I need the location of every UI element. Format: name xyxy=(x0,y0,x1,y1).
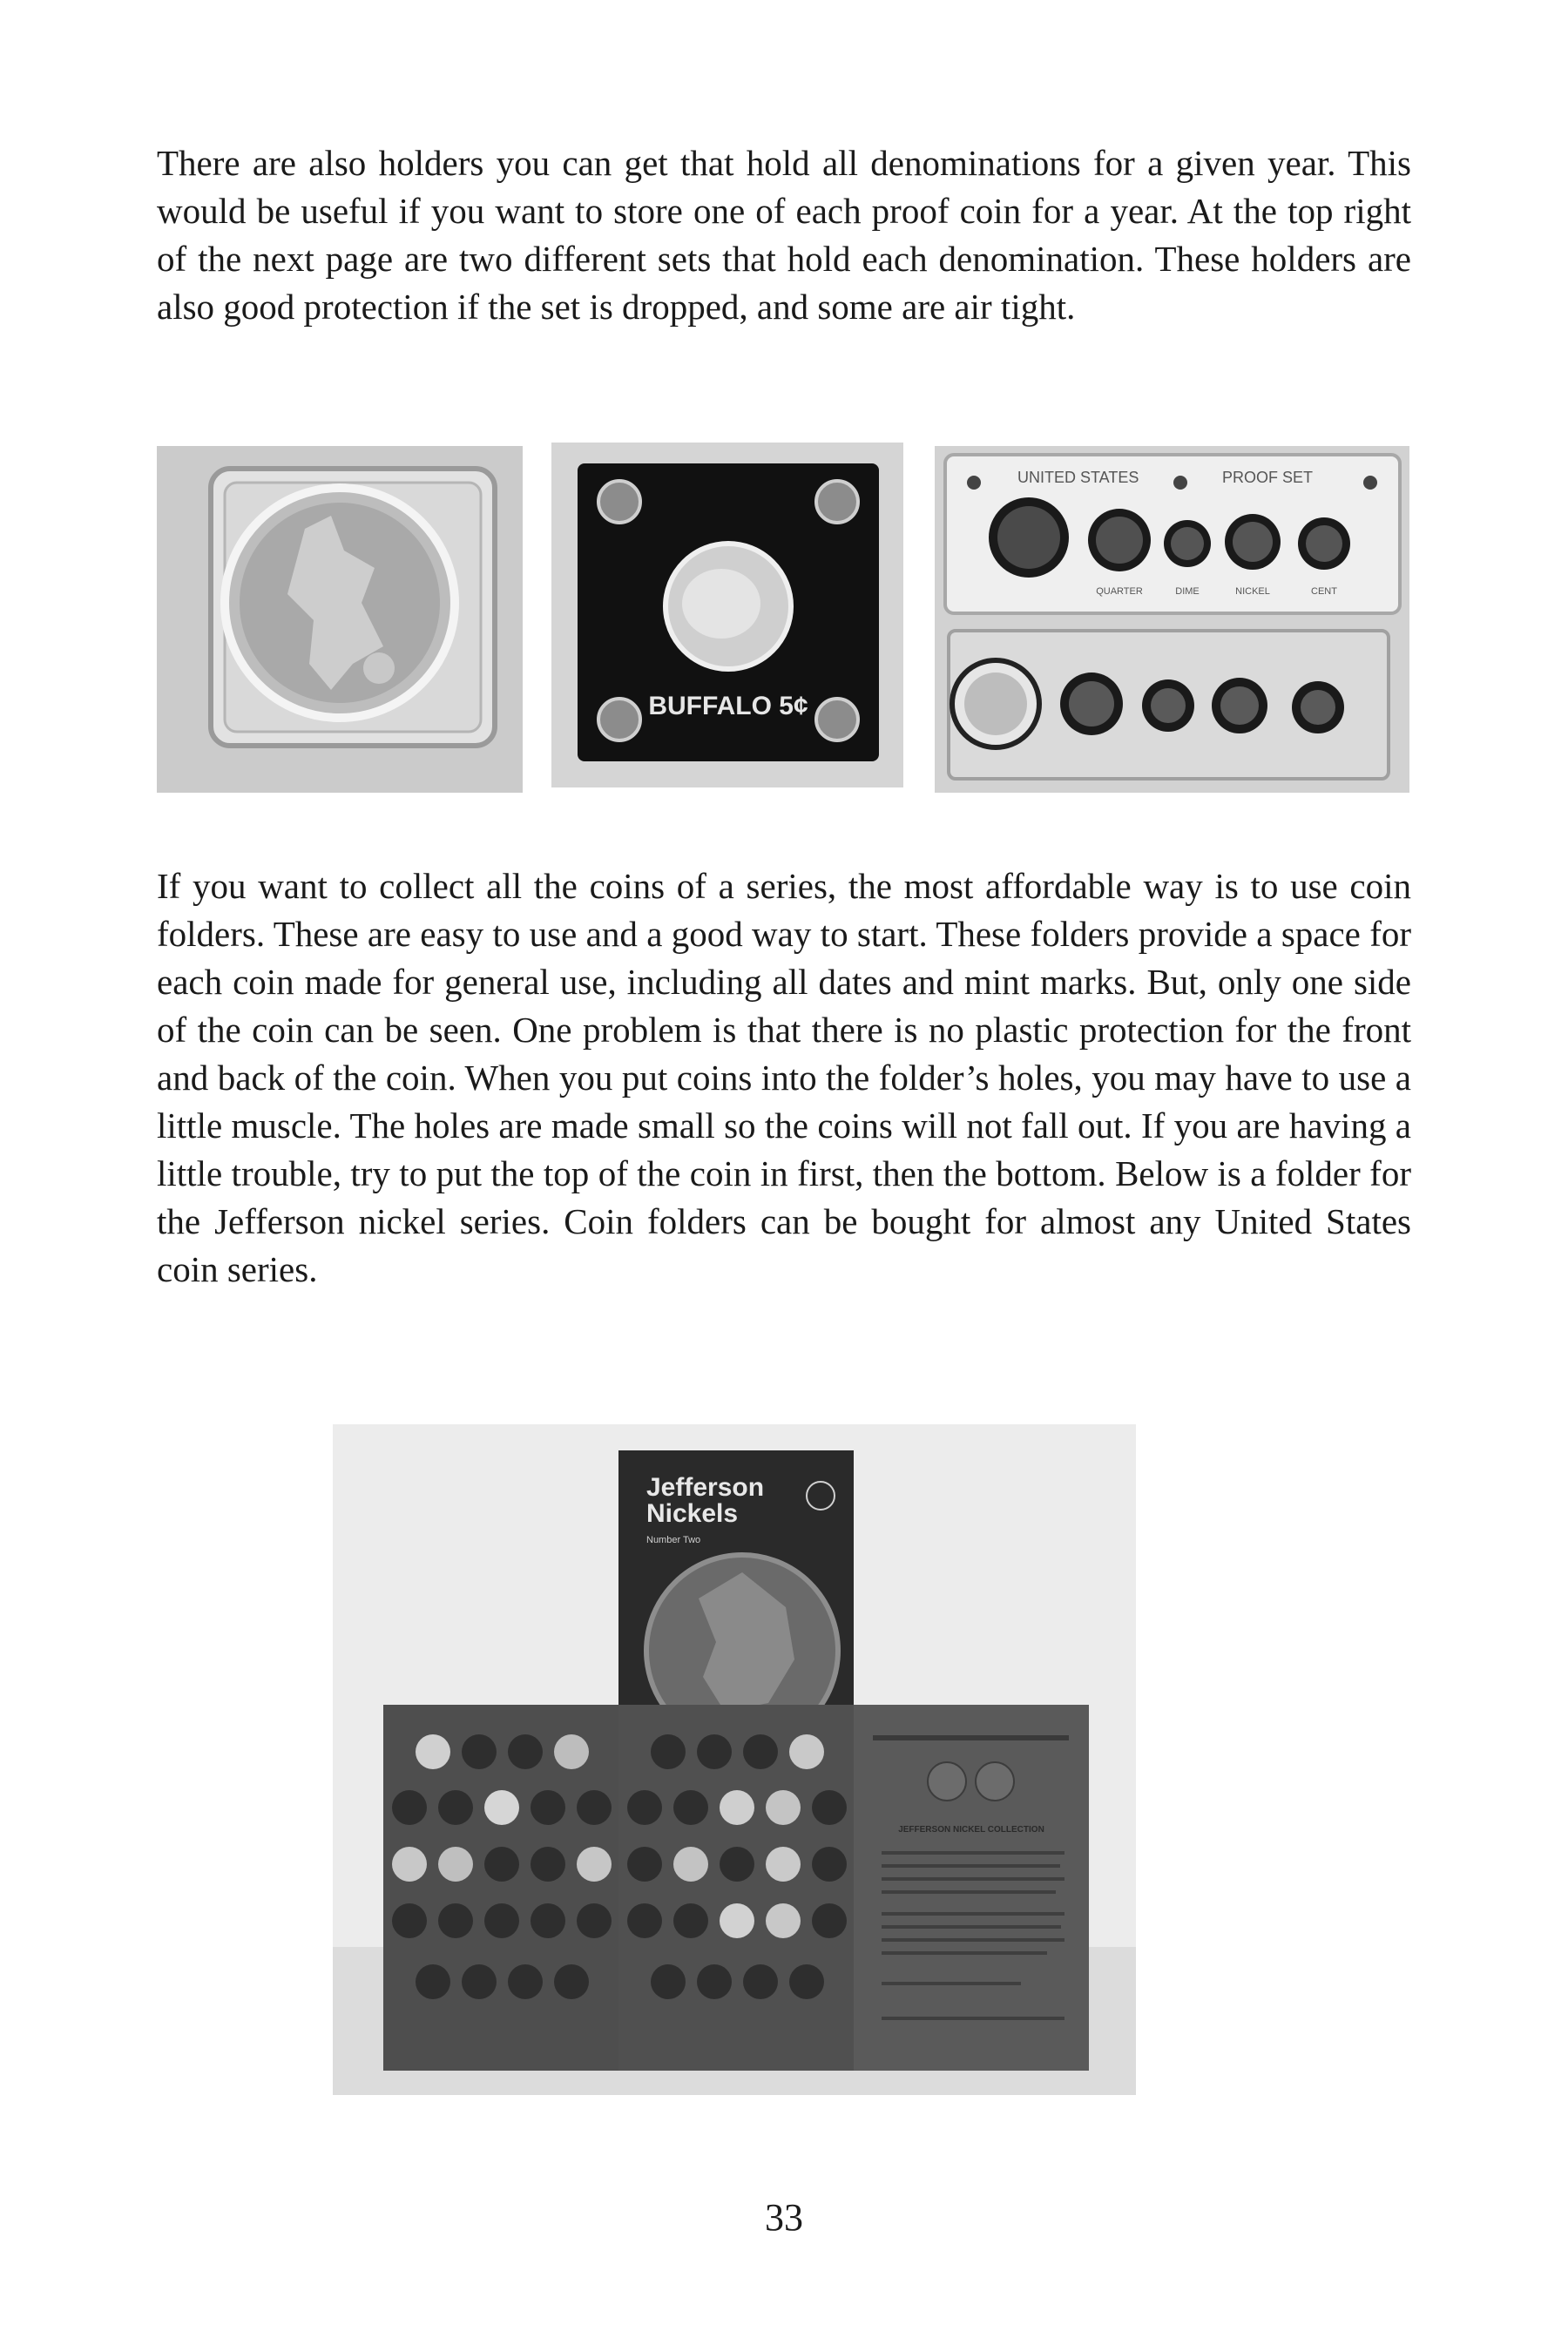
page-number: 33 xyxy=(765,2196,803,2239)
proof-set-title-left: UNITED STATES xyxy=(1017,469,1139,486)
folder-title-line2: Nickels xyxy=(646,1499,739,1528)
jefferson-nickel-folder-photo xyxy=(333,1424,1136,2095)
buffalo-holder-label: BUFFALO 5¢ xyxy=(648,692,808,720)
proof-set-title-right: PROOF SET xyxy=(1222,469,1314,486)
silver-eagle-holder-photo xyxy=(157,446,523,793)
proof-label-cent: CENT xyxy=(1311,586,1337,597)
buffalo-nickel-holder-photo xyxy=(551,443,903,787)
folder-subtitle: Number Two xyxy=(646,1535,701,1545)
proof-label-dime: DIME xyxy=(1175,586,1200,597)
proof-label-nickel: NICKEL xyxy=(1235,586,1270,597)
proof-label-quarter: QUARTER xyxy=(1096,586,1143,597)
folders-paragraph: If you want to collect all the coins of a series, the most affordable way is to use coin folders. These are easy to use and a good way to start. These folders provide a space for each coin made for general use, including all dates and mint marks. But, only one side of the coin can be seen. One problem is that there is no plastic protection for the front and back of the coin. When you put coins into the folder’s holes, you may have to use a little muscle. The holes are made small so the coins will not fall out. If you are having a little trouble, try to put the top of the coin in first, then the bottom. Below is a folder for the Jefferson nickel series. Coin folders can be bought for almost any United States coin series. xyxy=(157,866,1411,1289)
folder-panel-title: JEFFERSON NICKEL COLLECTION xyxy=(898,1825,1044,1835)
proof-set-holders-photo xyxy=(935,446,1409,793)
folder-title-line1: Jefferson xyxy=(646,1473,765,1502)
intro-paragraph: There are also holders you can get that hold all denominations for a given year. This would be useful if you want to store one of each proof coin for a year. At the top right of the next page are two different sets that hold each denomination. These holders are also good protection if the set is dropped, and some are air tight. xyxy=(157,143,1411,327)
